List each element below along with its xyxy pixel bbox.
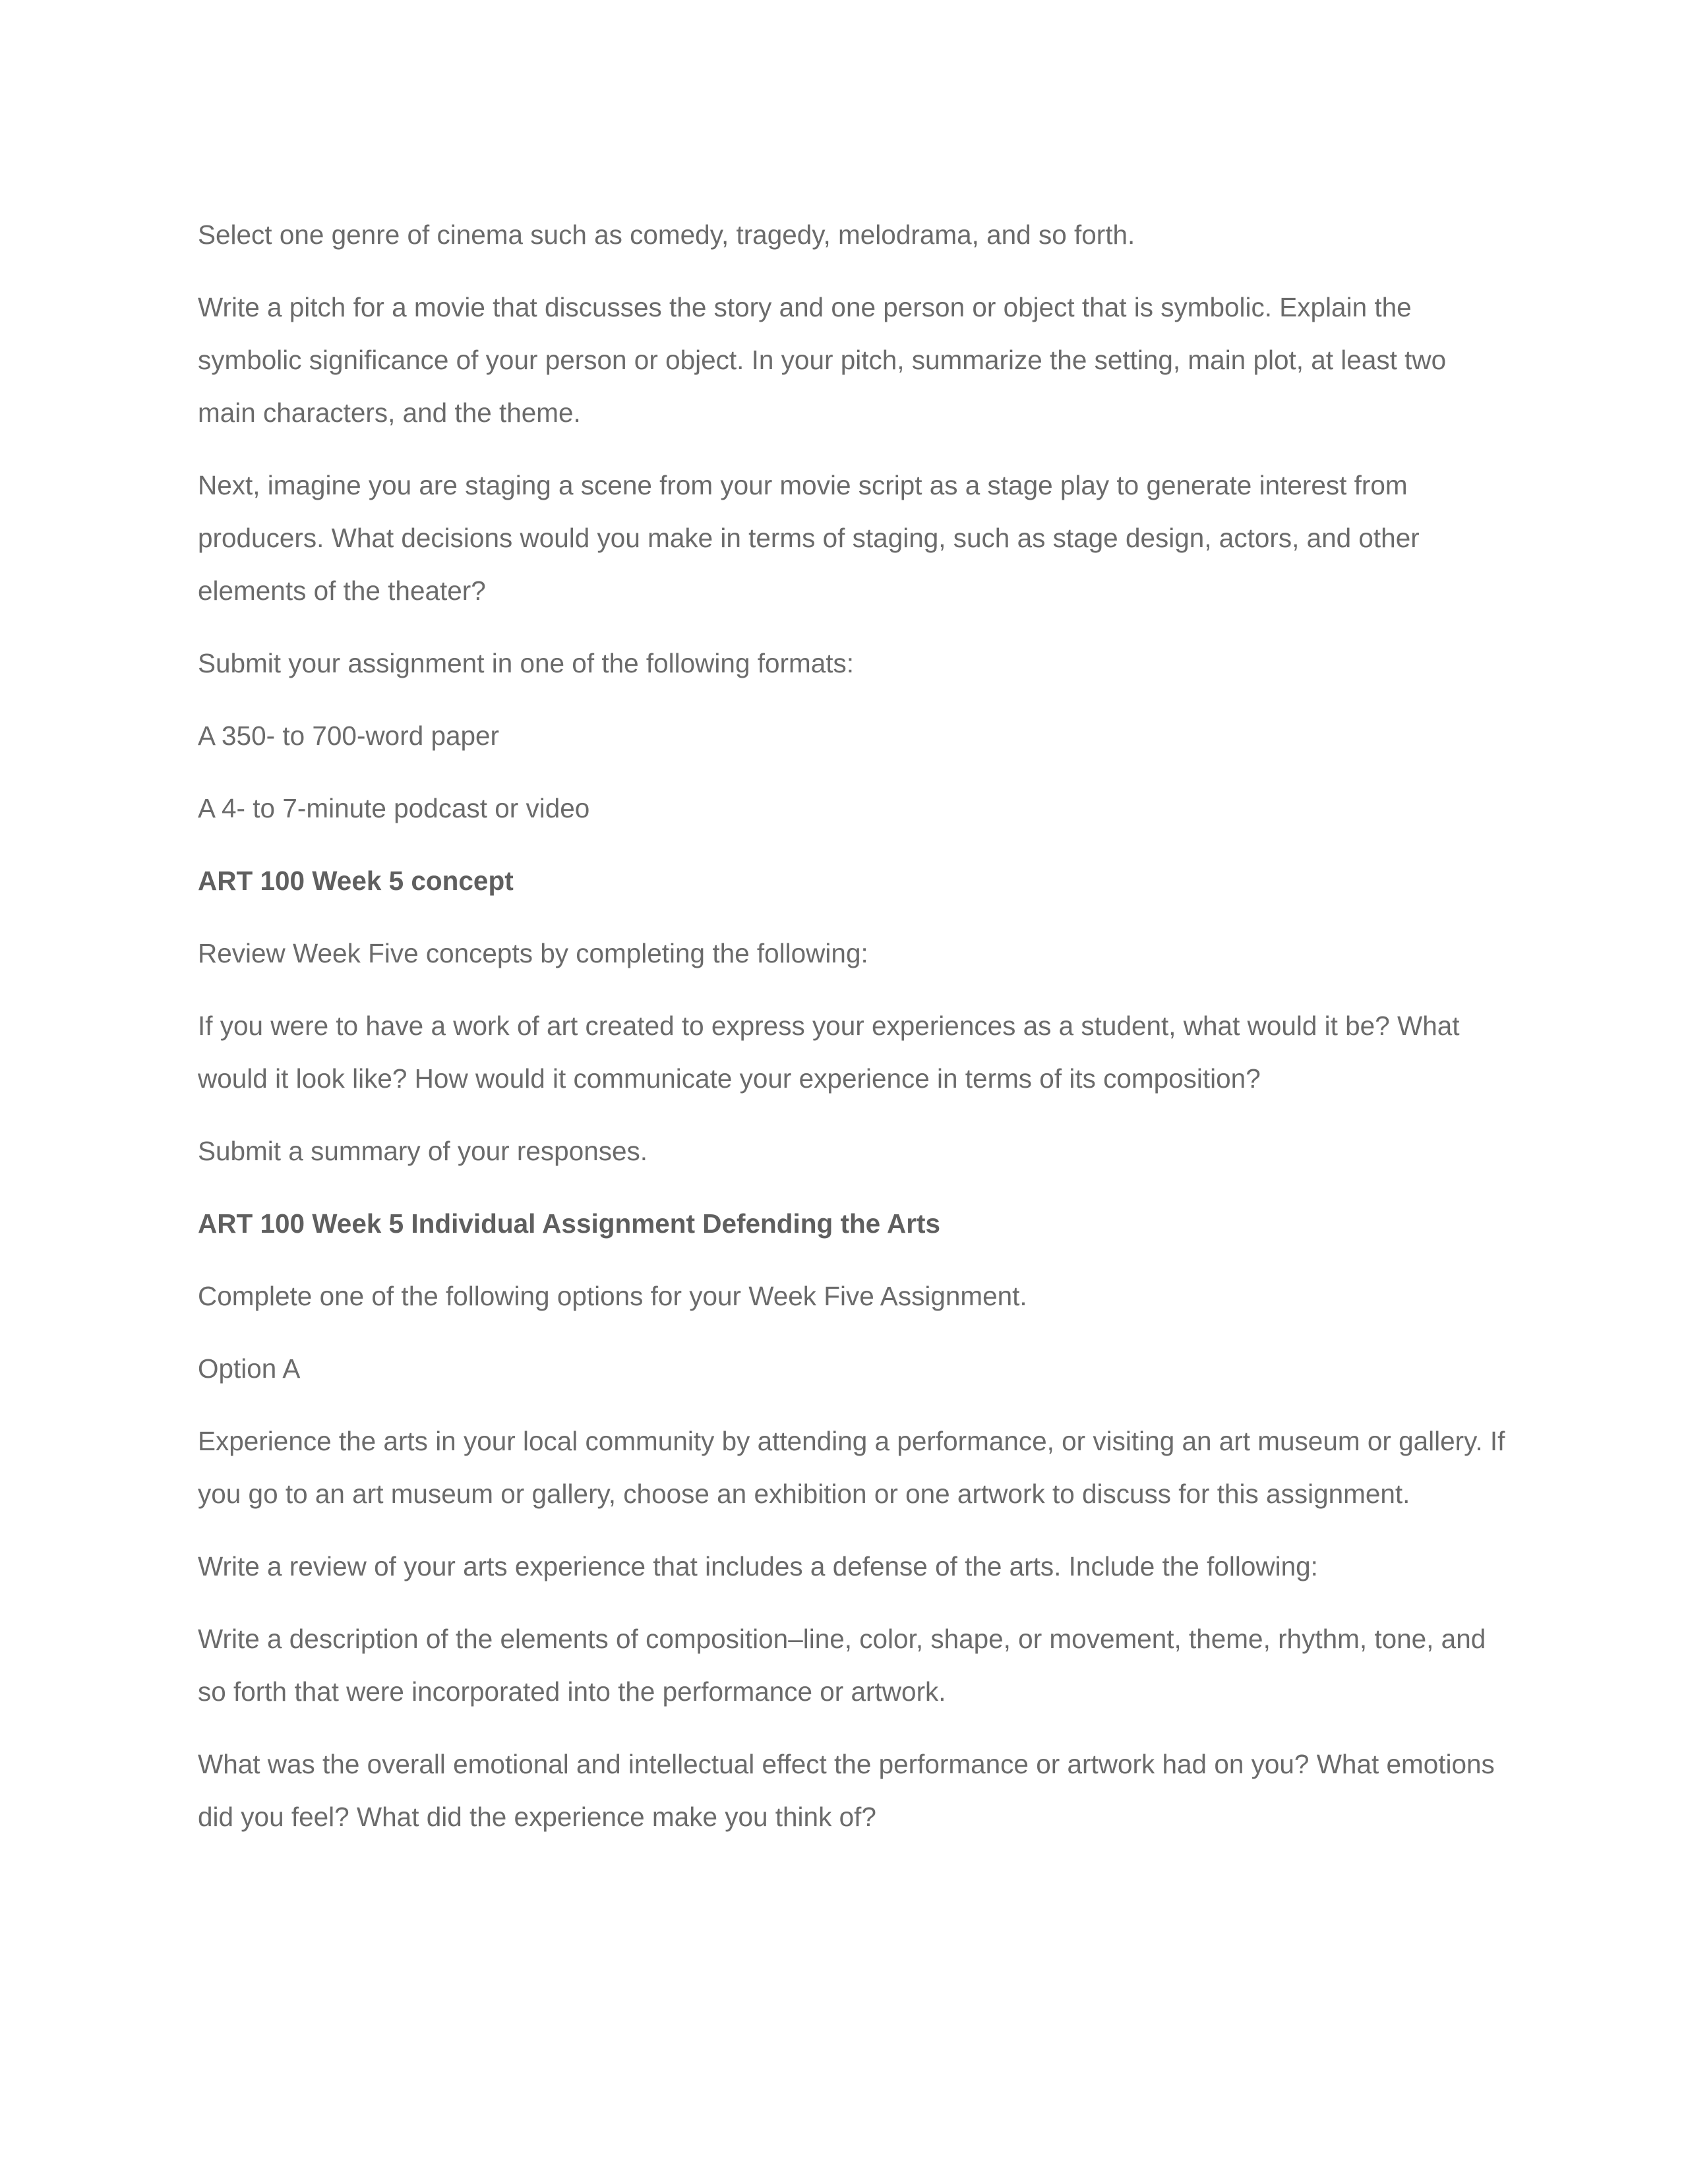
document-page (198, 208, 1510, 1863)
paragraph-experience-arts: Experience the arts in your local community by attending a performance, or visiting an art museum or gallery. If you go to an art museum or gallery, choose an exhibition or one artwork to discuss for this assignment. (198, 1426, 1505, 1509)
paragraph-pitch: Write a pitch for a movie that discusses the story and one person or object that is symbolic. Explain the symbolic significance of your person or object. In your pitch, summarize the setting, main plot, at least two main characters, and the theme. (198, 292, 1447, 428)
heading-individual-assignment: ART 100 Week 5 Individual Assignment Defending the Arts (198, 1208, 940, 1239)
paragraph-write-review: Write a review of your arts experience that includes a defense of the arts. Include the following: (198, 1551, 1318, 1581)
paragraph-artwork-question: If you were to have a work of art created to express your experiences as a student, what would it be? What would it look like? How would it communicate your experience in terms of its composition? (198, 1011, 1460, 1094)
paragraph-staging: Next, imagine you are staging a scene from your movie script as a stage play to generate interest from producers. What decisions would you make in terms of staging, such as stage design, actors, and other elements of the theater? (198, 470, 1420, 606)
paragraph-genre: Select one genre of cinema such as comedy, tragedy, melodrama, and so forth. (198, 220, 1135, 250)
paragraph-submit-formats: Submit your assignment in one of the following formats: (198, 648, 854, 678)
paragraph-format-podcast: A 4- to 7-minute podcast or video (198, 793, 590, 823)
paragraph-emotional-effect: What was the overall emotional and intellectual effect the performance or artwork had on you? What emotions did you feel? What did the experience make you think of? (198, 1749, 1495, 1832)
paragraph-option-a: Option A (198, 1353, 301, 1384)
paragraph-submit-summary: Submit a summary of your responses. (198, 1136, 648, 1166)
paragraph-composition-description: Write a description of the elements of composition–line, color, shape, or movement, theme, rhythm, tone, and so forth that were incorporated into the performance or artwork. (198, 1624, 1486, 1707)
paragraph-review-concepts: Review Week Five concepts by completing the following: (198, 938, 868, 968)
heading-week5-concept: ART 100 Week 5 concept (198, 866, 514, 896)
paragraph-format-paper: A 350- to 700-word paper (198, 721, 500, 751)
paragraph-complete-options: Complete one of the following options for your Week Five Assignment. (198, 1281, 1027, 1311)
